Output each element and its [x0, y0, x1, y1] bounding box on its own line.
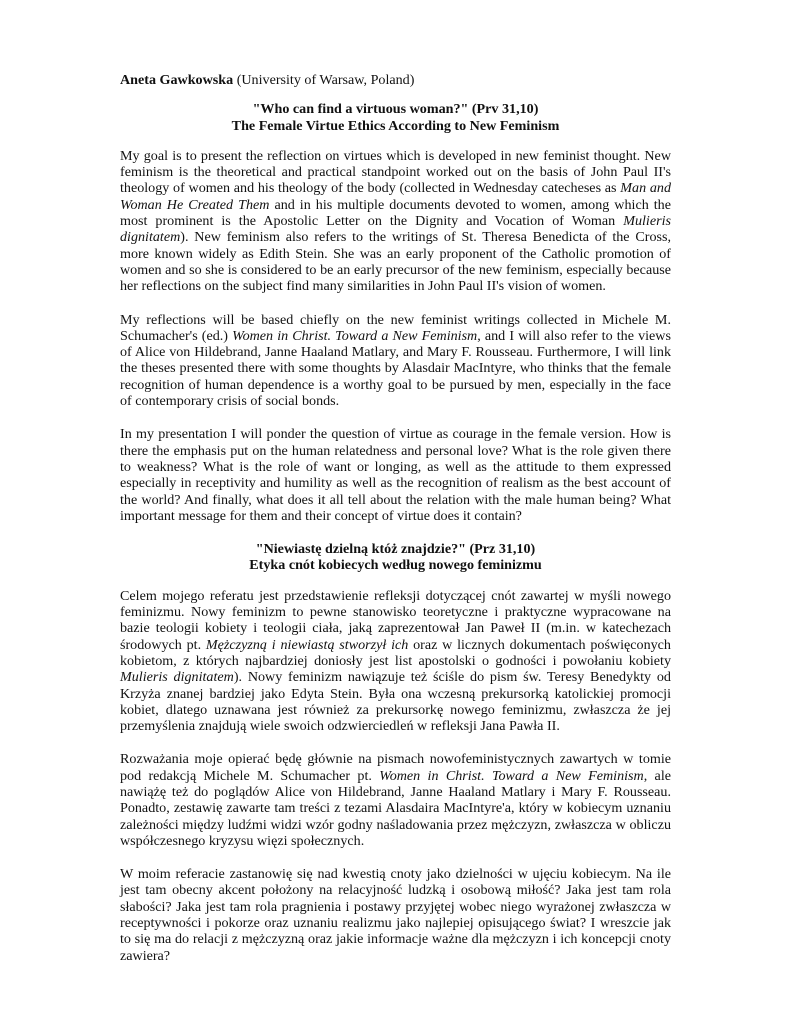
- english-p2-italic-book: Women in Christ. Toward a New Feminism: [232, 327, 478, 344]
- polish-p1-italic-title: Mężczyzną i niewiastą stworzył ich: [205, 636, 409, 653]
- english-p2-text-a: My reflections will be based chiefly on the new feminist writings collected in Michele M. Schumacher's (ed.): [120, 311, 671, 344]
- english-p2-text-b: , and I will also refer to the views of Alice von Hildebrand, Janne Haaland Matlary, and Mary F. Rousseau. Furthermore, I will link the theses presented there with some thoughts by Alasdair MacIntyre, who thinks that the female recognition of human dependence is a worthy goal to be pursued by men, especially in the face of contemporary crisis of social bonds.: [120, 327, 671, 410]
- polish-p1-text-a: Celem mojego referatu jest przedstawienie refleksji dotyczącej cnót zawartej w myśli nowego feminizmu. Nowy feminizm to pewne stanowisko teoretyczne i praktyczne wypracowane na bazie teologii kobiety i teologii ciała, jaką zaprezentował Jan Paweł II (m.in. w katechezach środowych pt.: [120, 587, 671, 653]
- english-title-line2: The Female Virtue Ethics According to New Feminism: [231, 117, 560, 134]
- polish-title: [120, 541, 671, 574]
- author-affiliation: (University of Warsaw, Poland): [236, 72, 415, 88]
- author-name: Aneta Gawkowska: [120, 72, 234, 88]
- english-p1-italic-letter: Mulieris dignitatem: [120, 213, 671, 246]
- english-p1-italic-title: Man and Woman He Created Them: [120, 180, 671, 213]
- english-p1-text-c: ). New feminism also refers to the writings of St. Theresa Benedicta of the Cross, more known widely as Edith Stein. She was an early proponent of the Catholic promotion of women and so she is considered to be an early precursor of the new feminism, especially because her reflections on the subject find many similarities in John Paul II's vision of women.: [120, 229, 671, 295]
- english-title: [120, 101, 671, 134]
- polish-title-line1: "Niewiastę dzielną któż znajdzie?" (Prz 31,10): [255, 541, 536, 558]
- polish-paragraph-2: [120, 751, 671, 849]
- polish-paragraph-1: [120, 588, 671, 735]
- author-line: [120, 72, 671, 88]
- english-paragraph-1: [120, 148, 671, 295]
- english-paragraph-3: In my presentation I will ponder the question of virtue as courage in the female version. How is there the emphasis put on the human relatedness and personal love? What is the role given there to weakness? What is the role of want or longing, as well as the attitude to them expressed especially in receptivity and humility as well as the recognition of realism as the best account of the world? And finally, what does it all tell about the relation with the male human being? What important message for them and their concept of virtue does it contain?: [120, 426, 671, 524]
- polish-p2-text-b: , ale nawiążę też do poglądów Alice von Hildebrand, Janne Haaland Matlary i Mary F. Rousseau. Ponadto, zestawię zawarte tam treści z tezami Alasdaira MacIntyre'a, który w kobiecym uznaniu zależności między ludźmi widzi wzór godny naśladowania przez mężczyzn, zwłaszcza w obliczu współczesnego kryzysu więzi społecznych.: [120, 767, 671, 849]
- english-paragraph-2: [120, 312, 671, 410]
- polish-p2-italic-book: Women in Christ. Toward a New Feminism: [379, 767, 644, 784]
- polish-title-line2: Etyka cnót kobiecych według nowego feminizmu: [249, 557, 542, 574]
- english-p1-text-b: and in his multiple documents devoted to women, among which the most prominent is the Apostolic Letter on the Dignity and Vocation of Woman: [120, 196, 671, 230]
- polish-paragraph-3: W moim referacie zastanowię się nad kwestią cnoty jako dzielności w ujęciu kobiecym. Na ile jest tam obecny akcent położony na relacyjność ludzką i osobową miłość? Jaka jest tam rola słabości? Jaka jest tam rola pragnienia i postawy przyjętej wobec niego wyrażonej zwłaszcza w receptywności i pokorze oraz uznaniu realizmu jako najlepiej opisującego świat? I wreszcie jak to się ma do relacji z mężczyzną oraz jakie informacje ważne dla mężczyzn i ich koncepcji cnoty zawiera?: [120, 866, 671, 964]
- document-page: [120, 72, 671, 964]
- polish-p2-text-a: Rozważania moje opierać będę głównie na pismach nowofeministycznych zawartych w tomie pod redakcją Michele M. Schumacher pt.: [120, 751, 671, 784]
- polish-p1-text-b: oraz w licznych dokumentach poświęconych kobietom, z których najbardziej doniosły jest list apostolski o godności i powołaniu kobiety: [120, 636, 671, 669]
- polish-p1-text-c: ). Nowy feminizm nawiązuje też ściśle do pism św. Teresy Benedykty od Krzyża znanej bardziej jako Edyta Stein. Była ona wczesną prekursorką katolickiej promocji kobiet, dlatego uznawana jest również za prekursorkę nowego feminizmu, zwłaszcza że jej przemyślenia znajdują wiele swoich odzwierciedleń w refleksji Jana Pawła II.: [120, 669, 671, 735]
- polish-p1-italic-letter: Mulieris dignitatem: [120, 669, 234, 686]
- english-p1-text-a: My goal is to present the reflection on virtues which is developed in new feminist thought. New feminism is the theoretical and practical standpoint worked out on the basis of John Paul II's theology of women and his theology of the body (collected in Wednesday catecheses as: [120, 147, 671, 197]
- english-title-line1: "Who can find a virtuous woman?" (Prv 31,10): [252, 101, 539, 118]
